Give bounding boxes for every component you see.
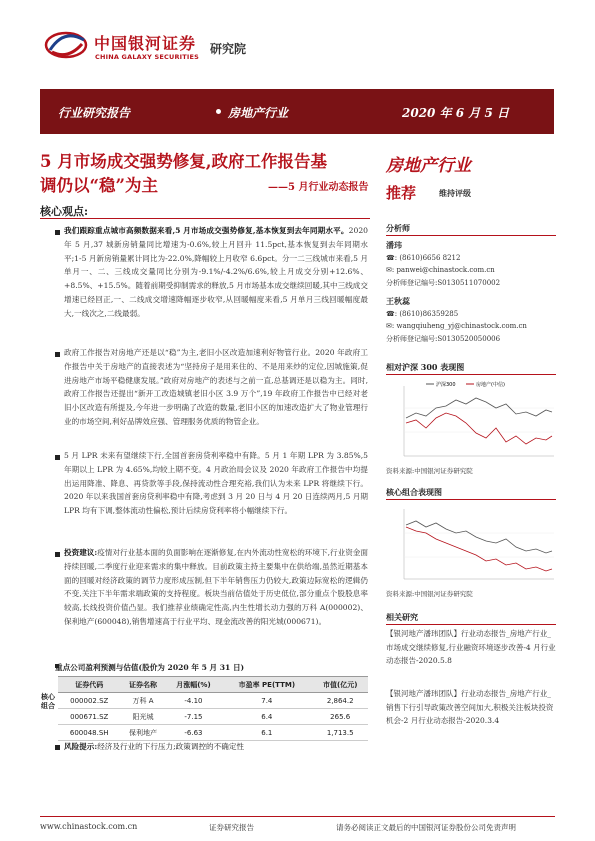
cell: 万科 A (120, 693, 165, 709)
legend-property: 房地产(中信) (476, 382, 505, 388)
galaxy-logo-icon (44, 30, 90, 60)
divider (386, 374, 556, 375)
email-icon: ✉: (386, 266, 397, 274)
related-item-2[interactable]: 【银河地产潘玮团队】行业动态报告_房地产行业_销售下行引导政策改善空间加大,积极关注板块投资机会-2 月行业动态报告-2020.3.4 (386, 689, 554, 725)
bullet-icon (55, 230, 60, 235)
col-header: 证券名称 (120, 677, 165, 693)
analyst-1-name: 潘玮 (386, 240, 402, 250)
rating: 推荐 (386, 184, 417, 202)
cell: 6.4 (221, 709, 312, 725)
banner-bullet-icon (216, 109, 221, 114)
bullet-icon (55, 455, 60, 460)
report-subtitle: ——5 月行业动态报告 (268, 182, 369, 193)
bullet-icon (55, 745, 60, 750)
table-row (58, 725, 368, 741)
analyst-1-cert: 分析师登记编号:S0130511070002 (386, 279, 501, 287)
risk-label: 风险提示: (64, 742, 98, 751)
relative-performance-chart (386, 378, 556, 462)
cell: 000002.SZ (58, 693, 120, 709)
cell: 7.4 (221, 693, 312, 709)
analyst-heading: 分析师 (386, 223, 410, 233)
analyst-2-name: 王秋蕊 (386, 296, 410, 306)
col-header: 市值(亿元) (312, 677, 368, 693)
banner-report-type: 行业研究报告 (58, 106, 131, 120)
title-line-2: 调仍以“稳”为主 (40, 176, 158, 195)
core-paragraph-4: 投资建议:疫情对行业基本面的负面影响在逐渐修复,在内外流动性宽松的环境下,行业资金面持续回暖,二季度行业迎来需求的集中释放。目前政策主持主要集中在供给端,虽然近期基本面的回暖对经济政策的调节力度形成压制,但下半年销售压力仍较大,政策边际宽松的逻辑仍不变,关注下半年需求端政策的支持程度。板块当前估值处于历史低位,部分重点个股股息率较高,长线投资价值凸显。我们推荐业绩确定性高,内生性增长动力强的万科 A(000002)、保利地产(600048),销售增速高于行业平均、现金流改善的阳光城(000671)。 (64, 548, 368, 626)
cell: -4.10 (166, 693, 222, 709)
cell: 阳光城 (120, 709, 165, 725)
risk-text: 经济及行业的下行压力;政策调控的不确定性 (97, 742, 245, 751)
analyst-2-cert: 分析师登记编号:S0130520050006 (386, 335, 501, 343)
chart1-heading: 相对沪深 300 表现图 (386, 362, 465, 372)
sector-name: 房地产行业 (386, 156, 471, 176)
analyst-1-tel: (8610)6656 8212 (399, 254, 461, 262)
table-heading: 重点公司盈利预测与估值(股价为 2020 年 5 月 31 日) (55, 663, 245, 672)
cell: -7.15 (166, 709, 222, 725)
email-icon: ✉: (386, 322, 397, 330)
chart2-heading: 核心组合表现图 (386, 487, 442, 497)
cell: 265.6 (312, 709, 368, 725)
chart1-source: 资料来源:中国银河证券研究院 (386, 467, 473, 475)
risk-note (64, 741, 244, 752)
phone-icon: ☎: (386, 310, 400, 318)
divider (386, 624, 556, 625)
table-header-row (58, 677, 368, 693)
analyst-2-phone (386, 310, 458, 318)
footer-url[interactable]: www.chinastock.com.cn (40, 822, 138, 831)
table-row (58, 693, 368, 709)
related-heading: 相关研究 (386, 612, 418, 622)
cell: 000671.SZ (58, 709, 120, 725)
footer-divider (40, 816, 555, 817)
rating-sub: 维持评级 (439, 188, 471, 198)
banner-sector: 房地产行业 (228, 106, 289, 120)
footer-report-type: 证券研究报告 (209, 823, 254, 832)
report-banner (40, 89, 554, 134)
divider (40, 218, 370, 219)
table-side-label: 核心组合 (41, 692, 55, 710)
forecast-table (58, 676, 368, 741)
institute-label: 研究院 (210, 42, 247, 56)
core-portfolio-chart (386, 503, 556, 585)
analyst-2-email-text[interactable]: wangqiuheng_yj@chinastock.com.cn (396, 322, 527, 330)
table-row (58, 709, 368, 725)
cell: 600048.SH (58, 725, 120, 741)
core-paragraph-3: 5 月 LPR 未来有望继续下行,全国首套房贷利率稳中有降。5 月 1 年期 LPR 为 3.85%,5 年期以上 LPR 为 4.65%,均较上期不变。4 月政治局会议及 2020 年政府工作报告中均提出运用降准、降息、再贷款等手段,保持流动性合理充裕,我们认为未来 LPR 将继续下行。2020 年以来我国首套房贷利率稳中有降,考虑到 3 月 20 日与 4 月 20 日连续两月,5 月期 LPR 均有下调,整体流动性偏松,预计后续房贷利率将小幅继续下行。 (64, 451, 368, 516)
col-header: 证券代码 (58, 677, 120, 693)
phone-icon: ☎: (386, 254, 400, 262)
legend-hs300: 沪深300 (436, 382, 456, 388)
cell: 保利地产 (120, 725, 165, 741)
analyst-1-phone (386, 254, 460, 262)
core-paragraph-2: 政府工作报告对房地产还是以“稳”为主,老旧小区改造加速利好物管行业。2020 年政府工作报告中关于房地产的直接表述为“坚持房子是用来住的、不是用来炒的定位,因城施策,促进房地产市场平稳健康发展。”政府对房地产的表述与之前一直,总基调还是以稳为主。同时,政府工作报告还提出“新开工改造城镇老旧小区 3.9 万个”,19 年政府工作报告中已经对老旧小区改造有所提及,今年进一步明确了改造的数量,老旧小区的加速改造扩大了物业管理行业的市场空间,利好品牌效应强、管理服务优质的物管企业。 (64, 348, 368, 426)
cell: 2,864.2 (312, 693, 368, 709)
col-header: 月涨幅(%) (166, 677, 222, 693)
cell: 1,713.5 (312, 725, 368, 741)
bullet-icon (55, 552, 60, 557)
related-item-1[interactable]: 【银河地产潘玮团队】行业动态报告_房地产行业_市场成交继续修复,行业融资环境逐步改善-4 月行业动态报告-2020.5.8 (386, 629, 556, 665)
logo-text-en: CHINA GALAXY SECURITIES (95, 53, 200, 61)
chart2-source: 资料来源:中国银河证券研究院 (386, 590, 473, 598)
col-header: 市盈率 PE(TTM) (221, 677, 312, 693)
cell: -6.63 (166, 725, 222, 741)
footer-disclaimer: 请务必阅读正文最后的中国银河证券股份公司免责声明 (336, 823, 516, 832)
divider (386, 499, 556, 500)
analyst-1-email-text[interactable]: panwei@chinastock.com.cn (396, 266, 495, 274)
analyst-2-email[interactable] (386, 322, 527, 330)
analyst-2-tel: (8610)86359285 (399, 310, 459, 318)
core-paragraph-1: 我们跟踪重点城市高频数据来看,5 月市场成交强势修复,基本恢复到去年同期水平。2020 年 5 月,37 城新房销量同比增速为-0.6%,较上月回升 11.5pct,基本恢复到去年同期水平;1-5 月新房销量累计同比为-22.0%,降幅较上月收窄 6.6pct。分一二三线城市来看,5 月单月一、二、三线成交量同比分别为-9.1%/-4.2%/6.6%,较上月成交分别+12.6%、+8.5%、+15.5%。随着前期受抑制需求的释放,5 月市场基本成交继续回暖,其中三线成交增速已经回正,一、二线成交增速降幅逐步收窄,从回暖幅度来看,5 月单月三线回暖幅度最大,一线次之,二线最弱。 (64, 226, 368, 318)
cell: 6.1 (221, 725, 312, 741)
banner-date: 2020 年 6 月 5 日 (402, 106, 509, 120)
divider (386, 235, 556, 236)
bullet-icon (55, 352, 60, 357)
core-view-heading: 核心观点: (40, 205, 89, 218)
logo-text-cn: 中国银河证券 (94, 34, 197, 53)
analyst-1-email[interactable] (386, 266, 495, 274)
title-line-1: 5 月市场成交强势修复,政府工作报告基 (40, 152, 327, 171)
